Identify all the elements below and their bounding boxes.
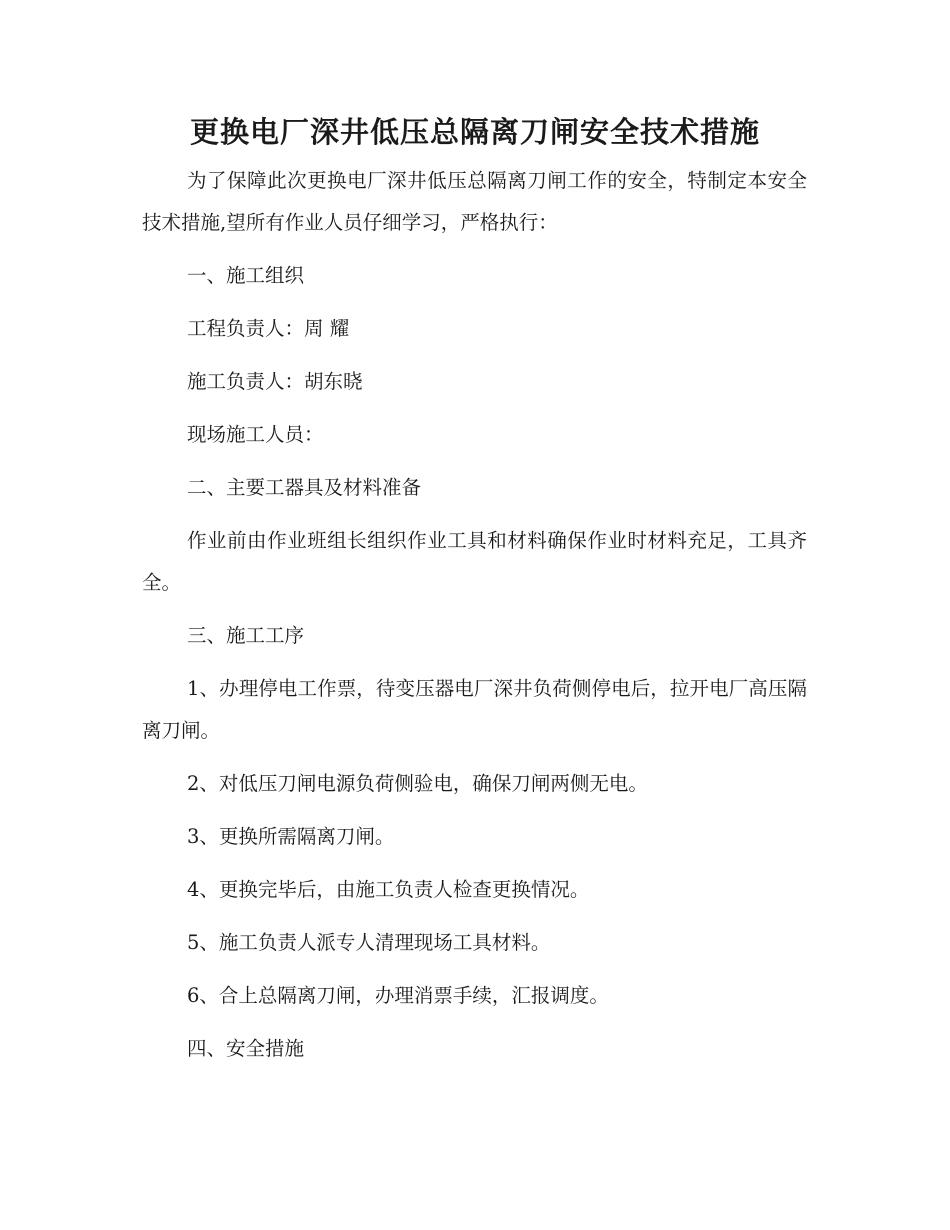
procedure-step: 4、更换完毕后，由施工负责人检查更换情况。: [187, 878, 590, 901]
procedure-step: 1、办理停电工作票，待变压器电厂深井负荷侧停电后，拉开电厂高压隔离刀闸。: [142, 677, 807, 742]
section-heading-tools: 二、主要工器具及材料准备: [187, 476, 422, 499]
procedure-step: 3、更换所需隔离刀闸。: [187, 825, 395, 848]
document-title: 更换电厂深井低压总隔离刀闸安全技术措施: [189, 115, 760, 149]
construction-manager-line: 施工负责人：胡东晓: [187, 370, 363, 393]
section-heading-organization: 一、施工组织: [187, 264, 305, 287]
procedure-step: 6、合上总隔离刀闸，办理消票手续，汇报调度。: [187, 984, 609, 1007]
site-staff-line: 现场施工人员：: [187, 423, 324, 446]
document-body: [142, 160, 807, 1081]
intro-paragraph: 为了保障此次更换电厂深井低压总隔离刀闸工作的安全，特制定本安全技术措施,望所有作业人员仔细学习，严格执行：: [142, 169, 807, 234]
section-heading-procedure: 三、施工工序: [187, 624, 305, 647]
tools-paragraph: 作业前由作业班组长组织作业工具和材料确保作业时材料充足，工具齐全。: [142, 529, 807, 594]
section-heading-safety: 四、安全措施: [187, 1037, 305, 1060]
project-manager-line: 工程负责人：周 耀: [187, 317, 350, 340]
procedure-step: 2、对低压刀闸电源负荷侧验电，确保刀闸两侧无电。: [187, 772, 648, 795]
procedure-step: 5、施工负责人派专人清理现场工具材料。: [187, 931, 551, 954]
